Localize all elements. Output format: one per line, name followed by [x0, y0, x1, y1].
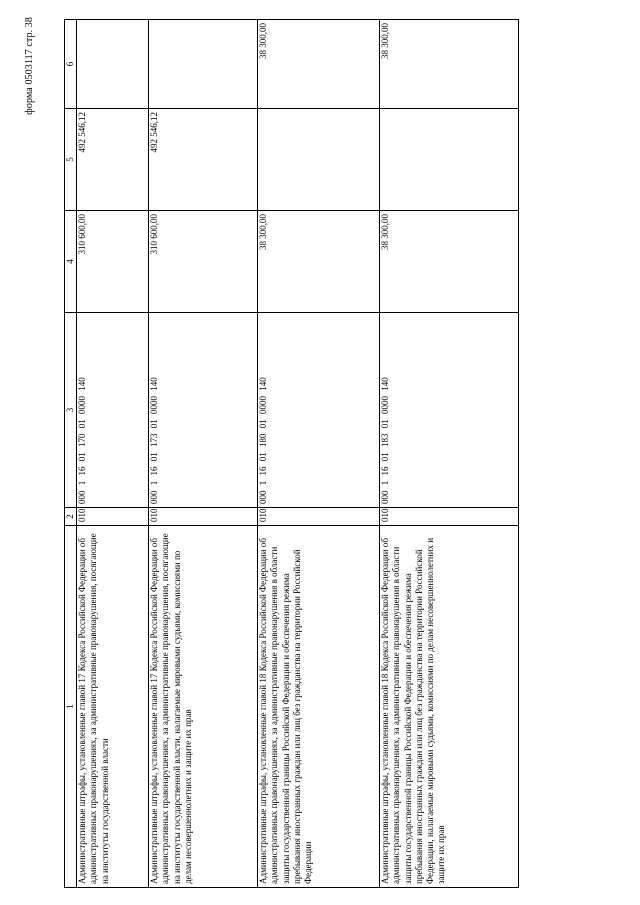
- row-name: Административные штрафы, установленные главой 18 Кодекса Российской Федерации об административных правонарушениях, за административные правонарушения в области защиты государственной границы Российской Федерации и обеспечения режима пребывания иностранных граждан или лиц без гражданства на территории Российской Федерации: [258, 526, 380, 888]
- table-row: [380, 20, 519, 888]
- row-unexecuted: [149, 20, 258, 109]
- row-unexecuted: [77, 20, 149, 109]
- row-name: Административные штрафы, установленные главой 18 Кодекса Российской Федерации об административных правонарушениях, за административные правонарушения в области защиты государственной границы Российской Федерации и обеспечения режима пребывания иностранных граждан или лиц без гражданства на территории Российской Федерации, налагаемые мировыми судьями, комиссиями по делам несовершеннолетних и защите их прав: [380, 526, 519, 888]
- row-executed: 492 546,12: [77, 109, 149, 211]
- row-kbk: 000 1 16 01 180 01 0000 140: [258, 313, 380, 508]
- row-executed: [380, 109, 519, 211]
- header-row: [65, 20, 77, 888]
- header-col-5: 5: [65, 109, 77, 211]
- row-line-code: 010: [258, 508, 380, 526]
- row-kbk: 000 1 16 01 170 01 0000 140: [77, 313, 149, 508]
- table-row: [77, 20, 149, 888]
- header-col-2: 2: [65, 508, 77, 526]
- row-executed: 492 546,12: [149, 109, 258, 211]
- row-name: Административные штрафы, установленные главой 17 Кодекса Российской Федерации об административных правонарушениях, за административные правонарушения, посягающие на институты государственной власти, налагаемые мировыми судьями, комиссиями по делам несовершеннолетних и защите их прав: [149, 526, 258, 888]
- form-label: форма 0503117 стр. 38: [24, 17, 35, 115]
- table-row: [149, 20, 258, 888]
- row-line-code: 010: [149, 508, 258, 526]
- header-col-4: 4: [65, 211, 77, 313]
- row-approved: 38 300,00: [380, 211, 519, 313]
- row-line-code: 010: [380, 508, 519, 526]
- row-kbk: 000 1 16 01 183 01 0000 140: [380, 313, 519, 508]
- header-col-3: 3: [65, 313, 77, 508]
- row-name: Административные штрафы, установленные главой 17 Кодекса Российской Федерации об административных правонарушениях, за административные правонарушения, посягающие на институты государственной власти: [77, 526, 149, 888]
- table-row: [258, 20, 380, 888]
- row-kbk: 000 1 16 01 173 01 0000 140: [149, 313, 258, 508]
- row-unexecuted: 38 300,00: [258, 20, 380, 109]
- row-approved: 310 600,00: [149, 211, 258, 313]
- row-unexecuted: 38 300,00: [380, 20, 519, 109]
- row-line-code: 010: [77, 508, 149, 526]
- report-table: [64, 19, 519, 888]
- header-col-6: 6: [65, 20, 77, 109]
- row-executed: [258, 109, 380, 211]
- row-approved: 38 300,00: [258, 211, 380, 313]
- row-approved: 310 600,00: [77, 211, 149, 313]
- header-col-1: 1: [65, 526, 77, 888]
